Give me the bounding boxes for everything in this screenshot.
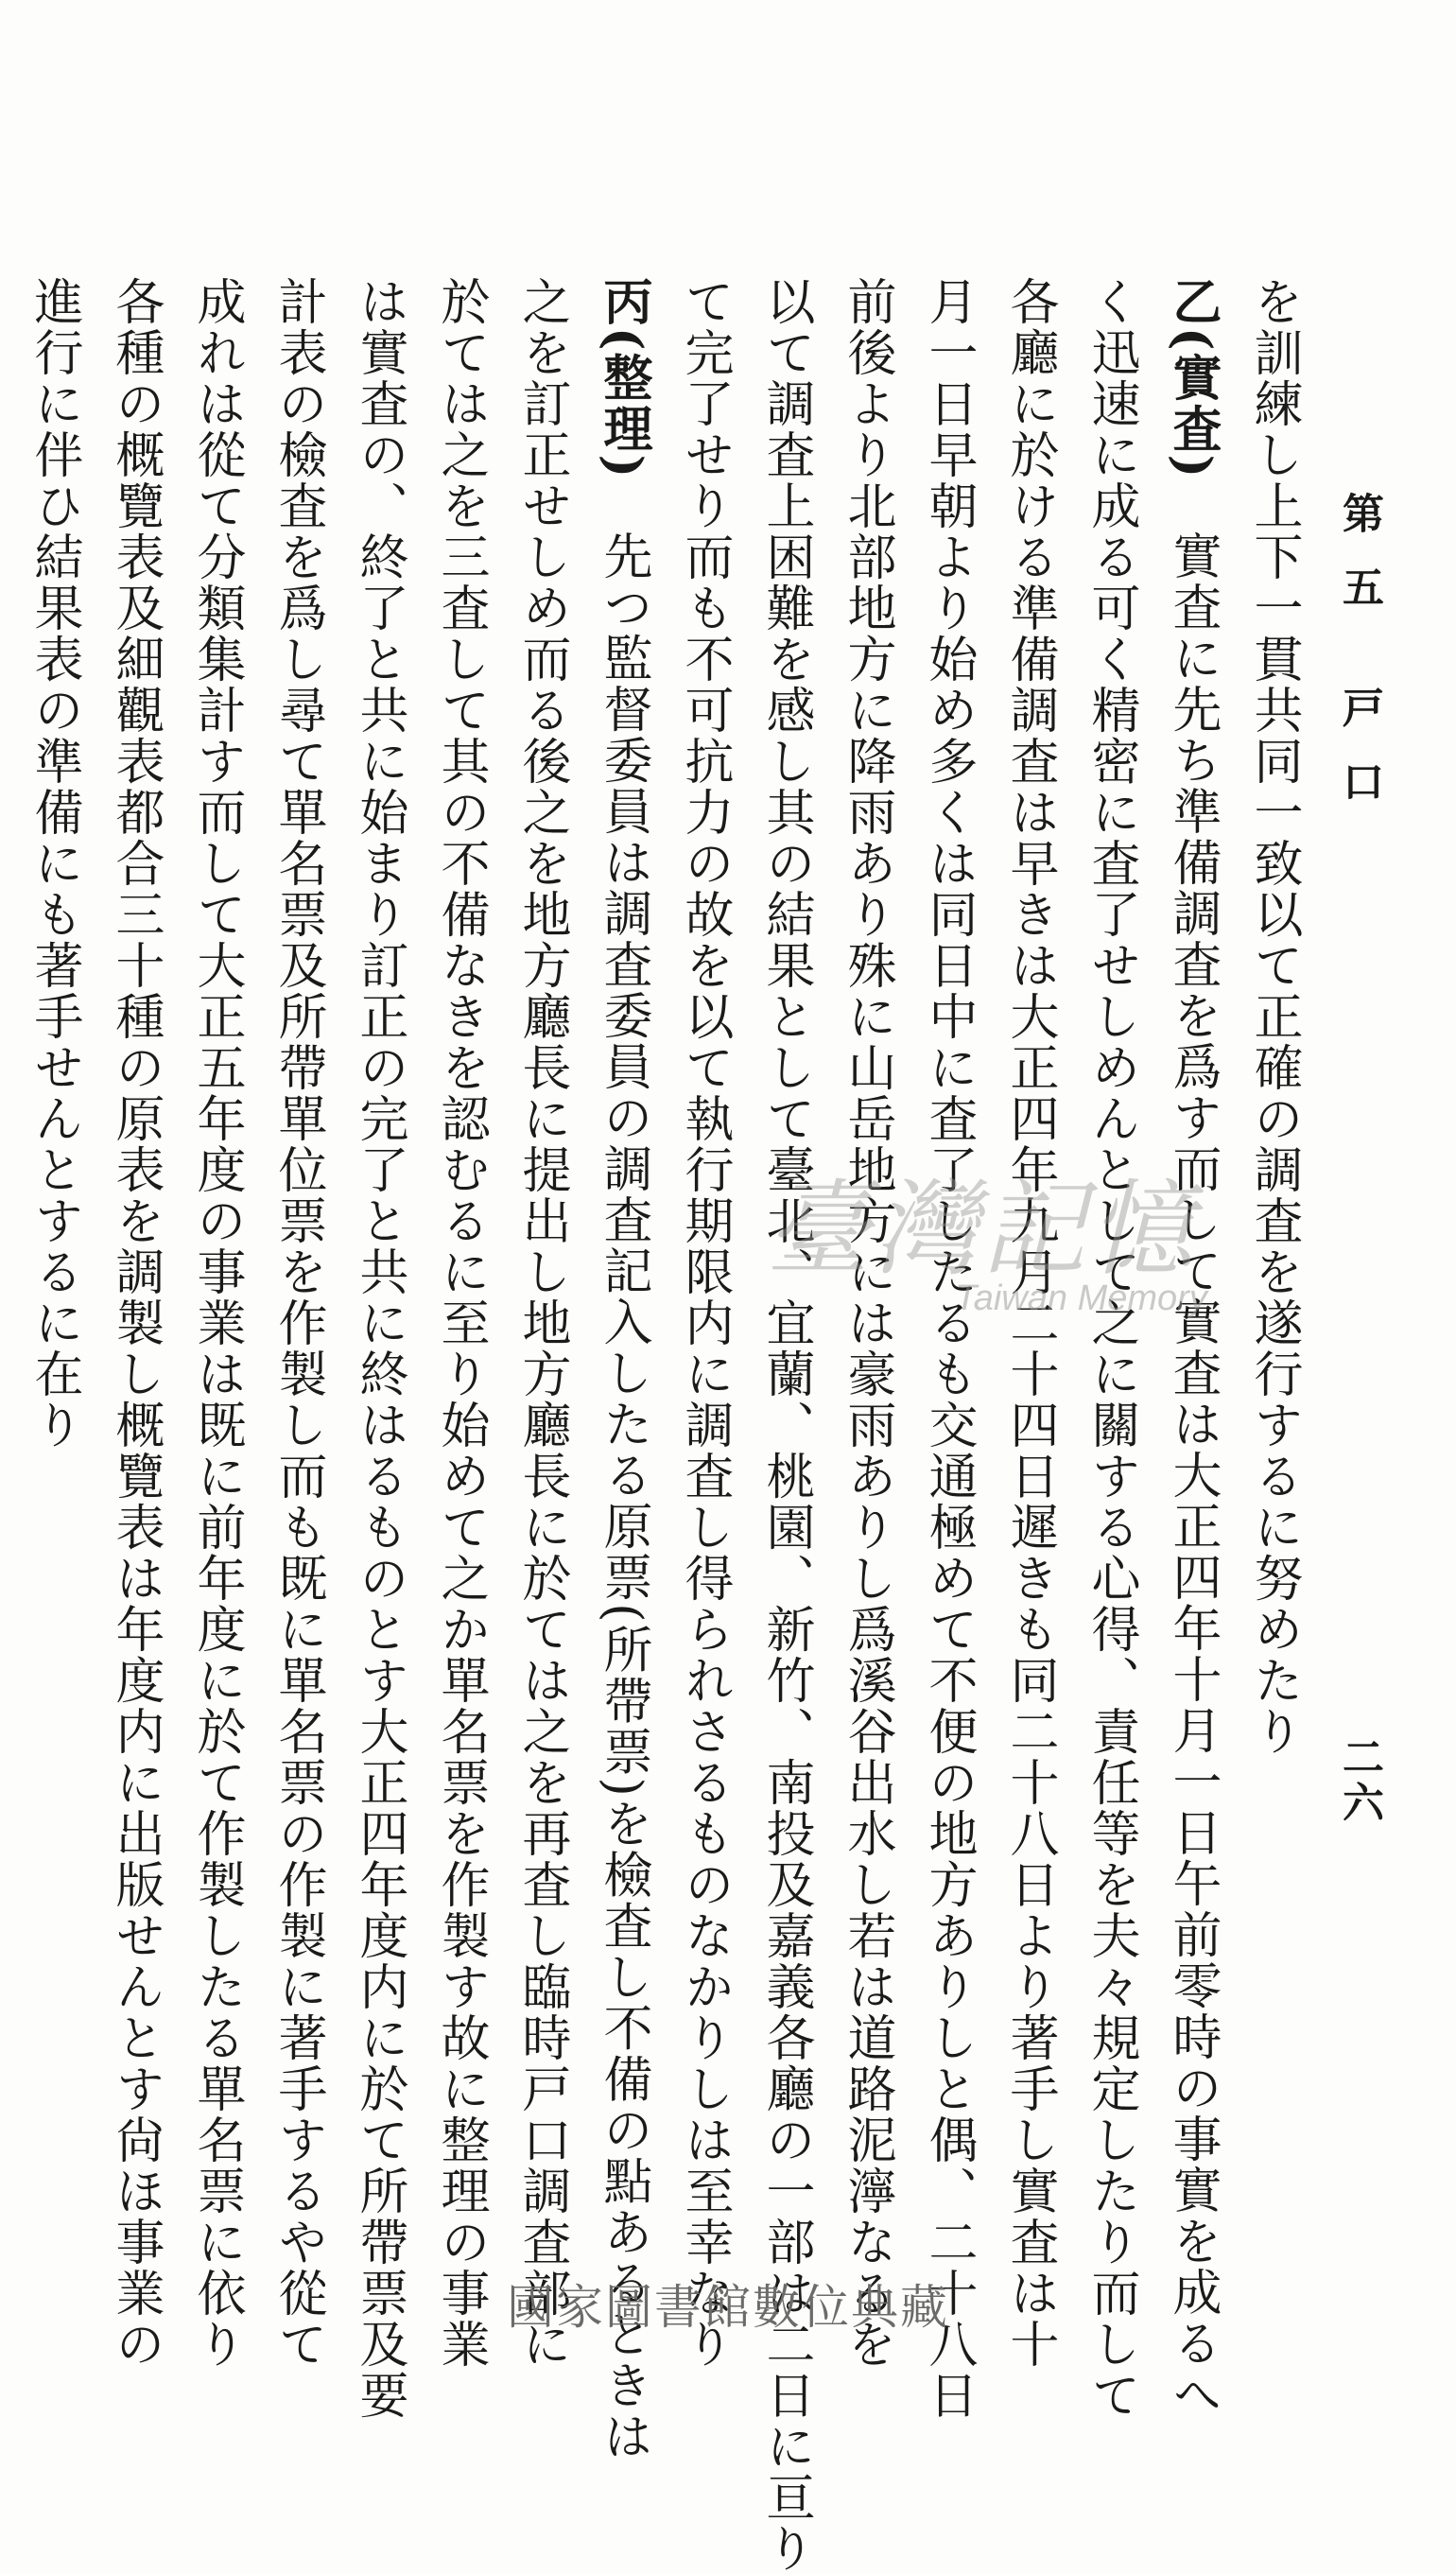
text-column-7: 以て調査上困難を感し其の結果として臺北、宜蘭、桃園、新竹、南投及嘉義各廳の一部は二日に亘り (757, 276, 814, 2574)
text-column-1: を訓練し上下一貫共同一致以て正確の調査を遂行するに努めたり (1245, 276, 1302, 1757)
text-column-12: は實査の、終了と共に始まり訂正の完了と共に終はるものとす大正四年度内に於て所帶票及要 (351, 276, 407, 2421)
text-column-13: 計表の檢査を爲し尋て單名票及所帶單位票を作製し而も既に單名票の作製に著手するや從て (269, 276, 326, 2370)
text-column-4: 各廳に於ける準備調査は早きは大正四年九月二十四日遲きも同二十八日より著手し實査は十 (1001, 276, 1058, 2370)
text-column-6: 前後より北部地方に降雨あり殊に山岳地方には豪雨ありし爲溪谷出水し若は道路泥濘なるを (839, 276, 895, 2370)
text-column-16: 進行に伴ひ結果表の準備にも著手せんとするに在り (26, 276, 82, 1451)
text-column-5: 月一日早朝より始め多くは同日中に査了したるも交通極めて不便の地方ありしと偶、二十八日 (920, 276, 977, 2421)
text-column-3: く迅速に成る可く精密に査了せしめんとして之に關する心得、責任等を夫々規定したり而して (1083, 276, 1139, 2421)
page-number: 二六 (1335, 1735, 1383, 1826)
text-column-15: 各種の概覽表及細觀表都合三十種の原表を調製し概覽表は年度内に出版せんとす尙ほ事業の (107, 276, 164, 2370)
watermark-logo-text: 臺灣記憶 (766, 1169, 1197, 1290)
footer-credit: 國家圖書館數位典藏 (507, 2280, 949, 2335)
watermark-subtitle: Taiwan Memory (955, 1278, 1207, 1318)
section-heading-seiri: 丙(整理) (595, 276, 652, 480)
text-column-2: 乙(實査) 實査に先ち準備調査を爲す而して實査は大正四年十月一日午前零時の事實を成るへ (1164, 276, 1222, 2421)
section-heading-jissa: 乙(實査) (1164, 276, 1222, 480)
text-column-10: 之を訂正せしめ而る後之を地方廳長に提出し地方廳長に於ては之を再査し臨時戸口調査部に (513, 276, 570, 2370)
text-column-8: て完了せり而も不可抗力の故を以て執行期限内に調査し得られさるものなかりしは至幸なり (676, 276, 733, 2370)
running-title: 第五 戸口 (1335, 492, 1383, 834)
text-column-11: 於ては之を三査して其の不備なきを認むるに至り始めて之か單名票を作製す故に整理の事業 (432, 276, 489, 2370)
text-column-9: 丙(整理) 先つ監督委員は調査委員の調査記入したる原票(所帶票)を檢査し不備の點あるときは (595, 276, 652, 2462)
text-column-14: 成れは從て分類集計す而して大正五年度の事業は既に前年度に於て作製したる單名票に依り (188, 276, 245, 2370)
